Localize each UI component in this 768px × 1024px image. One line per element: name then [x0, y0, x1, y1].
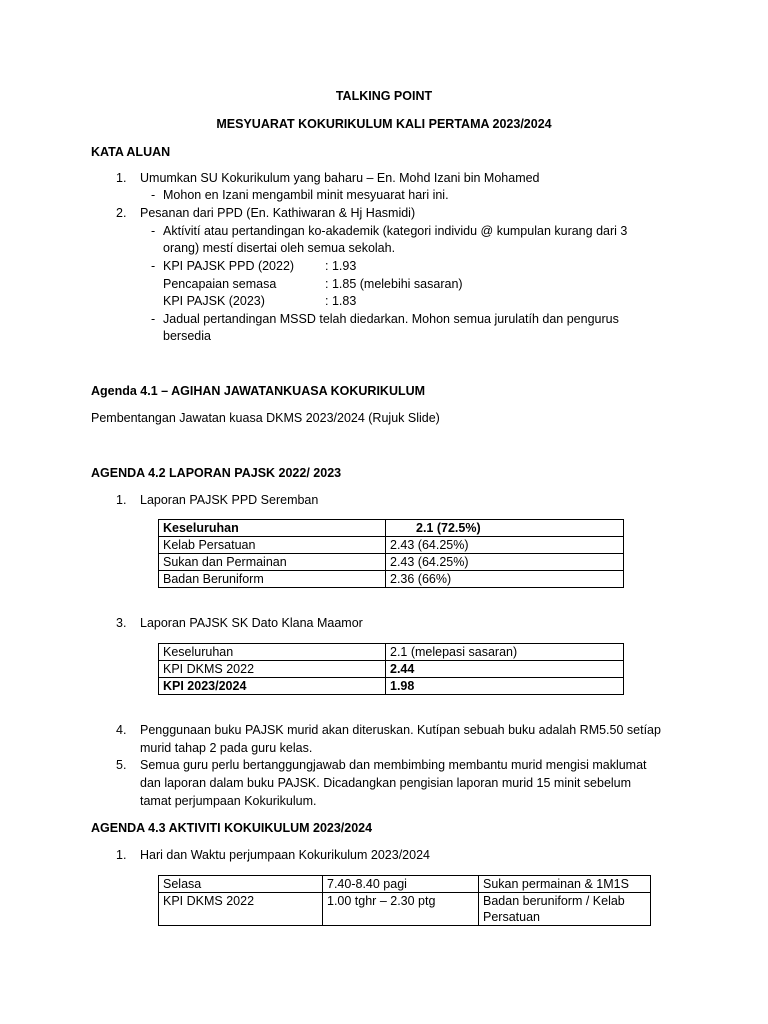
kpi-label: Pencapaian semasa — [163, 277, 277, 291]
schedule-table — [158, 875, 651, 926]
sub-item-continued: orang) mestí disertai oleh semua sekolah. — [163, 241, 396, 255]
kpi-value: : 1.83 — [325, 294, 357, 308]
table-row — [159, 644, 624, 661]
list-item: Laporan PAJSK SK Dato Klana Maamor — [140, 616, 363, 630]
list-item: Semua guru perlu bertanggungjawab dan membimbing membantu murid mengisi maklumat — [140, 758, 647, 772]
table-cell: Badan beruniform / Kelab Persatuan — [479, 893, 651, 926]
dash-bullet: - — [151, 259, 156, 273]
list-number: 4. — [116, 723, 127, 737]
table-cell: Badan Beruniform — [159, 571, 386, 588]
list-number: 2. — [116, 206, 127, 220]
pajsk-school-table — [158, 643, 624, 695]
table-cell: Kelab Persatuan — [159, 537, 386, 554]
agenda-4-3-heading: AGENDA 4.3 AKTIVITI KOKUIKULUM 2023/2024 — [91, 821, 373, 835]
table-cell: 7.40-8.40 pagi — [323, 876, 479, 893]
table-cell: 2.44 — [386, 661, 624, 678]
table-cell: KPI 2023/2024 — [159, 678, 386, 695]
table-cell: 2.1 (72.5%) — [386, 520, 624, 537]
table-cell: KPI DKMS 2022 — [159, 661, 386, 678]
dash-bullet: - — [151, 312, 156, 326]
list-item: Penggunaan buku PAJSK murid akan diteruskan. Kutípan sebuah buku adalah RM5.50 setíap — [140, 723, 661, 737]
list-item: Hari dan Waktu perjumpaan Kokurikulum 2023/2024 — [140, 848, 430, 862]
table-cell: Sukan dan Permainan — [159, 554, 386, 571]
table-cell: Keseluruhan — [159, 520, 386, 537]
table-cell: 2.36 (66%) — [386, 571, 624, 588]
list-number: 3. — [116, 616, 127, 630]
list-item-continued: tamat perjumpaan Kokurikulum. — [140, 794, 317, 808]
list-number: 5. — [116, 758, 127, 772]
document-subtitle: MESYUARAT KOKURIKULUM KALI PERTAMA 2023/2024 — [216, 117, 552, 131]
table-cell: 2.1 (melepasi sasaran) — [386, 644, 624, 661]
table-cell: Selasa — [159, 876, 323, 893]
table-cell: 1.00 tghr – 2.30 ptg — [323, 893, 479, 926]
list-item: Pesanan dari PPD (En. Kathiwaran & Hj Hasmidi) — [140, 206, 416, 220]
agenda-4-1-text: Pembentangan Jawatan kuasa DKMS 2023/2024 (Rujuk Slide) — [91, 411, 440, 425]
table-cell: Sukan permainan & 1M1S — [479, 876, 651, 893]
table-row — [159, 537, 624, 554]
list-number: 1. — [116, 848, 127, 862]
sub-item: Aktívití atau pertandingan ko-akademik (kategori individu @ kumpulan kurang dari 3 — [163, 224, 628, 238]
kpi-value: : 1.93 — [325, 259, 357, 273]
kpi-label: KPI PAJSK PPD (2022) — [163, 259, 295, 273]
list-number: 1. — [116, 493, 127, 507]
list-item: Umumkan SU Kokurikulum yang baharu – En. Mohd Izani bin Mohamed — [140, 171, 540, 185]
table-cell: 2.43 (64.25%) — [386, 537, 624, 554]
dash-bullet: - — [151, 188, 156, 202]
sub-item-continued: bersedia — [163, 329, 211, 343]
kata-aluan-heading: KATA ALUAN — [91, 145, 171, 159]
table-cell: KPI DKMS 2022 — [159, 893, 323, 926]
kpi-value: : 1.85 (melebihi sasaran) — [325, 277, 463, 291]
agenda-4-1-heading: Agenda 4.1 – AGIHAN JAWATANKUASA KOKURIKULUM — [91, 384, 426, 398]
list-number: 1. — [116, 171, 127, 185]
sub-item: Jadual pertandingan MSSD telah diedarkan. Mohon semua jurulatíh dan pengurus — [163, 312, 619, 326]
document-title: TALKING POINT — [335, 89, 433, 103]
table-cell: 2.43 (64.25%) — [386, 554, 624, 571]
table-row — [159, 893, 651, 926]
table-row — [159, 678, 624, 695]
table-row — [159, 554, 624, 571]
list-item: Laporan PAJSK PPD Seremban — [140, 493, 319, 507]
kpi-label: KPI PAJSK (2023) — [163, 294, 265, 308]
dash-bullet: - — [151, 224, 156, 238]
list-item-continued: dan laporan dalam buku PAJSK. Dicadangkan pengisian laporan murid 15 minit sebelum — [140, 776, 632, 790]
pajsk-ppd-table — [158, 519, 624, 588]
table-row — [159, 571, 624, 588]
table-row — [159, 661, 624, 678]
list-item-continued: murid tahap 2 pada guru kelas. — [140, 741, 313, 755]
sub-item: Mohon en Izani mengambil minit mesyuarat hari ini. — [163, 188, 449, 202]
table-row — [159, 876, 651, 893]
table-cell: Keseluruhan — [159, 644, 386, 661]
table-cell: 1.98 — [386, 678, 624, 695]
table-row — [159, 520, 624, 537]
agenda-4-2-heading: AGENDA 4.2 LAPORAN PAJSK 2022/ 2023 — [91, 466, 342, 480]
